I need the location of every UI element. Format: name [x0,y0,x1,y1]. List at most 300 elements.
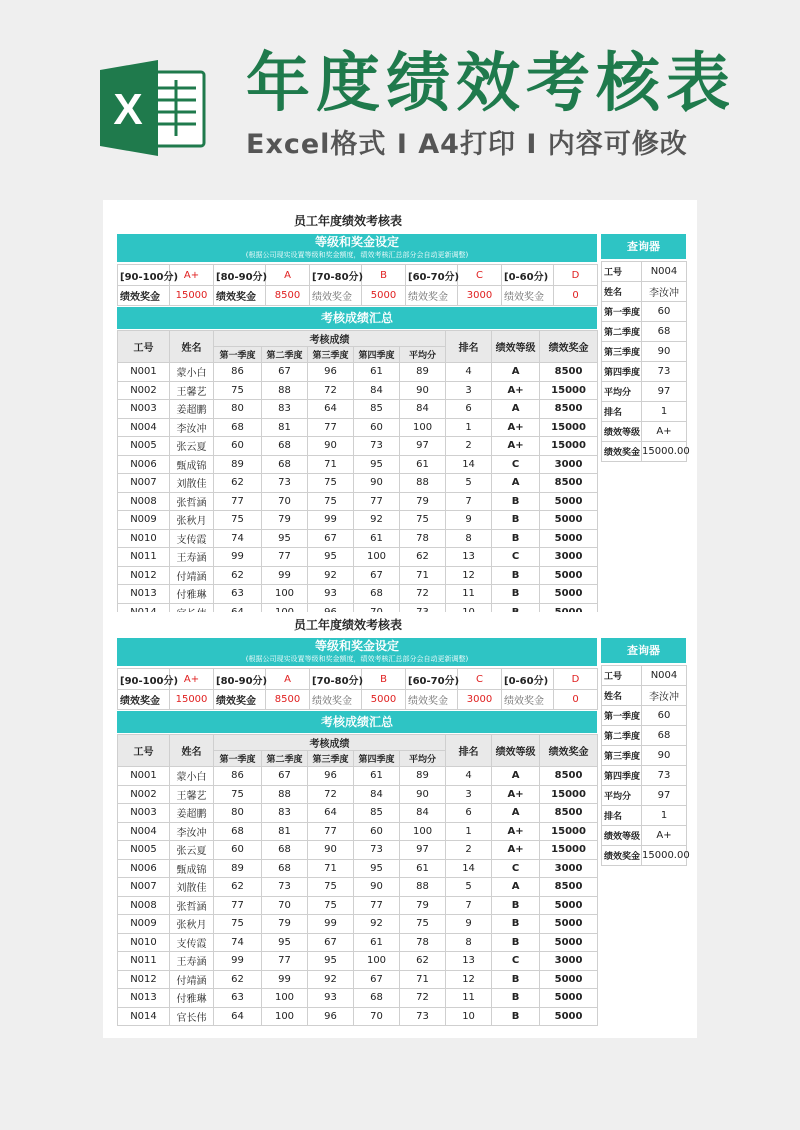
cell-id: N005 [118,841,170,860]
cell-q2: 77 [262,548,308,567]
cell-grade: C [492,859,540,878]
bonus-amount: 8500 [266,690,310,710]
cell-rank: 11 [446,989,492,1008]
query-row [602,846,687,866]
cell-q3: 90 [308,841,354,860]
cell-grade: B [492,492,540,511]
grade-row-bonus [118,690,598,710]
page-subtitle: Excel格式 I A4打印 I 内容可修改 [246,129,688,160]
query-row [602,262,687,282]
cell-q4: 60 [354,822,400,841]
cell-q2: 81 [262,418,308,437]
cell-rank: 10 [446,1007,492,1026]
cell-id: N012 [118,566,170,585]
cell-q2: 100 [262,989,308,1008]
cell-q2: 77 [262,952,308,971]
query-label: 排名 [602,806,642,826]
query-row [602,746,687,766]
cell-q2: 95 [262,529,308,548]
cell-bonus: 3000 [540,548,598,567]
cell-name: 付雅琳 [170,989,214,1008]
cell-rank: 9 [446,511,492,530]
table-row [118,511,598,530]
col-header-bonus: 绩效奖金 [540,735,598,767]
cell-bonus: 5000 [540,896,598,915]
cell-name: 李汝冲 [170,822,214,841]
cell-rank: 6 [446,804,492,823]
table-row [118,841,598,860]
col-header-id: 工号 [118,331,170,363]
table-row [118,437,598,456]
cell-name: 付雅琳 [170,585,214,604]
cell-avg: 61 [400,859,446,878]
cell-q3: 96 [308,1007,354,1026]
grade-range: [90-100分) [118,265,170,286]
cell-q1: 77 [214,896,262,915]
query-label: 绩效等级 [602,826,642,846]
cell-avg: 75 [400,511,446,530]
query-value: 李汝冲 [642,282,687,302]
table-row [118,989,598,1008]
cell-q1: 62 [214,566,262,585]
cell-q3: 67 [308,933,354,952]
cell-rank: 1 [446,418,492,437]
cell-q4: 61 [354,767,400,786]
cell-id: N004 [118,822,170,841]
query-row [602,786,687,806]
col-header-q4: 第四季度 [354,347,400,363]
cell-bonus: 15000 [540,381,598,400]
query-row [602,726,687,746]
sheet-preview-2 [103,612,697,1038]
col-header-grade: 绩效等级 [492,331,540,363]
cell-q1: 68 [214,418,262,437]
cell-id: N013 [118,989,170,1008]
cell-q2: 88 [262,381,308,400]
query-value: 15000.00 [642,442,687,462]
grade-row-range [118,669,598,690]
cell-avg: 100 [400,822,446,841]
cell-q3: 72 [308,785,354,804]
bonus-label: 绩效奖金 [214,286,266,306]
cell-name: 支传霞 [170,933,214,952]
col-header-q1: 第一季度 [214,347,262,363]
query-panel [601,638,690,866]
cell-q2: 79 [262,511,308,530]
grade-range: [80-90分) [214,265,266,286]
summary-band: 考核成绩汇总 [117,307,597,329]
cell-q2: 73 [262,474,308,493]
bonus-amount: 15000 [170,690,214,710]
cell-grade: B [492,933,540,952]
cell-q2: 99 [262,566,308,585]
grade-row-range [118,265,598,286]
header-row [118,331,598,347]
cell-id: N004 [118,418,170,437]
header-row [118,735,598,751]
cell-avg: 62 [400,952,446,971]
cell-q1: 60 [214,841,262,860]
cell-avg: 90 [400,381,446,400]
cell-grade: A [492,474,540,493]
grade-level: D [554,265,598,286]
cell-q4: 73 [354,437,400,456]
bonus-label: 绩效奖金 [310,286,362,306]
cell-q2: 95 [262,933,308,952]
cell-rank: 2 [446,841,492,860]
bonus-label: 绩效奖金 [502,690,554,710]
cell-avg: 78 [400,933,446,952]
table-row [118,474,598,493]
cell-q1: 68 [214,822,262,841]
col-header-rank: 排名 [446,735,492,767]
cell-q3: 92 [308,566,354,585]
bonus-amount: 0 [554,286,598,306]
cell-q3: 72 [308,381,354,400]
table-row [118,492,598,511]
query-value: 90 [642,746,687,766]
grade-level: B [362,669,406,690]
grade-band [117,234,597,262]
cell-name: 甄成锦 [170,455,214,474]
cell-q2: 83 [262,804,308,823]
cell-name: 刘散佳 [170,878,214,897]
cell-avg: 72 [400,585,446,604]
cell-bonus: 15000 [540,418,598,437]
cell-q4: 67 [354,970,400,989]
cell-bonus: 8500 [540,878,598,897]
cell-bonus: 5000 [540,989,598,1008]
cell-q1: 99 [214,548,262,567]
grade-range: [90-100分) [118,669,170,690]
col-header-q3: 第三季度 [308,347,354,363]
cell-rank: 5 [446,878,492,897]
cell-q4: 92 [354,511,400,530]
summary-band: 考核成绩汇总 [117,711,597,733]
cell-avg: 97 [400,841,446,860]
cell-rank: 8 [446,933,492,952]
cell-id: N009 [118,915,170,934]
cell-id: N011 [118,548,170,567]
cell-avg: 72 [400,989,446,1008]
table-row [118,970,598,989]
cell-avg: 89 [400,767,446,786]
cell-q3: 93 [308,989,354,1008]
query-value: 73 [642,362,687,382]
query-label: 姓名 [602,686,642,706]
cell-name: 张哲涵 [170,492,214,511]
table-row [118,785,598,804]
cell-rank: 3 [446,785,492,804]
bonus-label: 绩效奖金 [406,690,458,710]
cell-id: N008 [118,492,170,511]
table-row [118,529,598,548]
query-row [602,362,687,382]
cell-avg: 79 [400,896,446,915]
col-header-avg: 平均分 [400,347,446,363]
cell-q1: 74 [214,933,262,952]
cell-bonus: 8500 [540,400,598,419]
cell-q4: 90 [354,878,400,897]
cell-bonus: 15000 [540,437,598,456]
col-header-bonus: 绩效奖金 [540,331,598,363]
cell-bonus: 5000 [540,529,598,548]
cell-grade: A [492,804,540,823]
cell-rank: 11 [446,585,492,604]
grade-level: D [554,669,598,690]
cell-name: 王馨艺 [170,381,214,400]
cell-q4: 60 [354,418,400,437]
query-value: N004 [642,262,687,282]
table-row [118,381,598,400]
table-row [118,767,598,786]
cell-name: 张云夏 [170,841,214,860]
cell-grade: B [492,566,540,585]
cell-q3: 95 [308,952,354,971]
cell-bonus: 8500 [540,363,598,382]
cell-q2: 81 [262,822,308,841]
query-value: 97 [642,382,687,402]
cell-id: N007 [118,878,170,897]
cell-rank: 14 [446,859,492,878]
table-row [118,418,598,437]
cell-q2: 100 [262,585,308,604]
cell-rank: 4 [446,363,492,382]
cell-id: N006 [118,455,170,474]
cell-grade: A+ [492,822,540,841]
cell-name: 李汝冲 [170,418,214,437]
cell-rank: 3 [446,381,492,400]
query-label: 第一季度 [602,302,642,322]
cell-grade: C [492,455,540,474]
query-label: 排名 [602,402,642,422]
cell-q3: 99 [308,915,354,934]
cell-q4: 95 [354,859,400,878]
cell-rank: 14 [446,455,492,474]
col-header-q4: 第四季度 [354,751,400,767]
query-panel [601,234,690,462]
cell-q3: 75 [308,492,354,511]
grade-level: C [458,265,502,286]
cell-grade: B [492,585,540,604]
cell-q1: 62 [214,474,262,493]
cell-q4: 61 [354,529,400,548]
cell-q4: 61 [354,363,400,382]
cell-rank: 1 [446,822,492,841]
cell-q3: 75 [308,878,354,897]
bonus-label: 绩效奖金 [502,286,554,306]
cell-q3: 90 [308,437,354,456]
grade-table [117,668,598,710]
cell-q3: 93 [308,585,354,604]
cell-avg: 78 [400,529,446,548]
grade-range: [0-60分) [502,265,554,286]
cell-q4: 95 [354,455,400,474]
cell-name: 王寿涵 [170,952,214,971]
query-value: 15000.00 [642,846,687,866]
grade-band [117,638,597,666]
cell-grade: A+ [492,437,540,456]
cell-bonus: 5000 [540,915,598,934]
col-header-q1: 第一季度 [214,751,262,767]
cell-q2: 83 [262,400,308,419]
bonus-label: 绩效奖金 [118,286,170,306]
grade-row-bonus [118,286,598,306]
col-header-rank: 排名 [446,331,492,363]
cell-grade: A [492,767,540,786]
bonus-amount: 5000 [362,286,406,306]
query-row [602,442,687,462]
cell-q1: 75 [214,511,262,530]
table-row [118,585,598,604]
cell-bonus: 15000 [540,841,598,860]
cell-name: 姜超鹏 [170,400,214,419]
cell-q1: 86 [214,363,262,382]
table-row [118,933,598,952]
query-row [602,686,687,706]
cell-q3: 92 [308,970,354,989]
page-title: 年度绩效考核表 [246,47,736,121]
cell-bonus: 15000 [540,785,598,804]
cell-rank: 13 [446,952,492,971]
cell-name: 蒙小白 [170,363,214,382]
grade-level: A+ [170,669,214,690]
summary-table [117,734,598,1026]
cell-q1: 60 [214,437,262,456]
bonus-amount: 3000 [458,286,502,306]
query-value: A+ [642,422,687,442]
cell-name: 张秋月 [170,511,214,530]
query-label: 姓名 [602,282,642,302]
table-row [118,1007,598,1026]
cell-avg: 90 [400,785,446,804]
cell-bonus: 5000 [540,970,598,989]
col-header-scores: 考核成绩 [214,735,446,751]
cell-rank: 7 [446,492,492,511]
cell-avg: 62 [400,548,446,567]
cell-q2: 67 [262,363,308,382]
cell-q4: 77 [354,492,400,511]
cell-bonus: 3000 [540,952,598,971]
cell-grade: A [492,878,540,897]
cell-q1: 75 [214,785,262,804]
query-row [602,766,687,786]
cell-q4: 68 [354,989,400,1008]
grade-range: [0-60分) [502,669,554,690]
query-row [602,706,687,726]
query-value: 73 [642,766,687,786]
cell-name: 张云夏 [170,437,214,456]
cell-avg: 84 [400,400,446,419]
cell-q2: 68 [262,859,308,878]
cell-q4: 61 [354,933,400,952]
cell-rank: 8 [446,529,492,548]
cell-q1: 75 [214,381,262,400]
query-value: N004 [642,666,687,686]
cell-name: 张哲涵 [170,896,214,915]
cell-id: N014 [118,1007,170,1026]
cell-q1: 86 [214,767,262,786]
table-row [118,363,598,382]
cell-rank: 7 [446,896,492,915]
summary-table [117,330,598,622]
query-label: 第一季度 [602,706,642,726]
cell-q3: 96 [308,767,354,786]
bonus-label: 绩效奖金 [310,690,362,710]
query-value: 1 [642,402,687,422]
bonus-amount: 0 [554,690,598,710]
query-value: 90 [642,342,687,362]
cell-avg: 75 [400,915,446,934]
cell-q3: 77 [308,418,354,437]
query-value: 68 [642,322,687,342]
query-title: 查询器 [601,638,686,663]
cell-q4: 100 [354,952,400,971]
cell-q2: 68 [262,455,308,474]
cell-name: 姜超鹏 [170,804,214,823]
query-value: A+ [642,826,687,846]
query-label: 绩效等级 [602,422,642,442]
cell-q2: 73 [262,878,308,897]
cell-id: N003 [118,804,170,823]
query-row [602,282,687,302]
col-header-id: 工号 [118,735,170,767]
table-row [118,915,598,934]
cell-avg: 89 [400,363,446,382]
query-label: 绩效奖金 [602,846,642,866]
cell-q1: 74 [214,529,262,548]
col-header-q2: 第二季度 [262,751,308,767]
cell-q3: 96 [308,363,354,382]
cell-avg: 88 [400,474,446,493]
cell-q4: 92 [354,915,400,934]
query-value: 97 [642,786,687,806]
cell-q4: 67 [354,566,400,585]
bonus-amount: 15000 [170,286,214,306]
grade-range: [70-80分) [310,265,362,286]
grade-band-note: (根据公司现实设置等级和奖金额度，绩效考核汇总部分会自动更新调整) [245,251,469,259]
cell-rank: 9 [446,915,492,934]
cell-q3: 75 [308,896,354,915]
bonus-amount: 5000 [362,690,406,710]
cell-q2: 68 [262,841,308,860]
cell-id: N007 [118,474,170,493]
query-row [602,806,687,826]
col-header-grade: 绩效等级 [492,735,540,767]
cell-bonus: 3000 [540,455,598,474]
grade-level: A [266,265,310,286]
cell-grade: A+ [492,381,540,400]
col-header-q2: 第二季度 [262,347,308,363]
cell-q2: 100 [262,1007,308,1026]
cell-q2: 67 [262,767,308,786]
col-header-name: 姓名 [170,735,214,767]
query-title: 查询器 [601,234,686,259]
cell-rank: 12 [446,970,492,989]
cell-q3: 77 [308,822,354,841]
sheet-title: 员工年度绩效考核表 [293,214,402,228]
cell-name: 张秋月 [170,915,214,934]
cell-name: 刘散佳 [170,474,214,493]
cell-q4: 84 [354,785,400,804]
logo-letter: X [113,85,143,134]
cell-grade: A+ [492,418,540,437]
cell-id: N013 [118,585,170,604]
cell-name: 付靖涵 [170,566,214,585]
query-row [602,342,687,362]
cell-grade: A+ [492,785,540,804]
cell-grade: A [492,363,540,382]
